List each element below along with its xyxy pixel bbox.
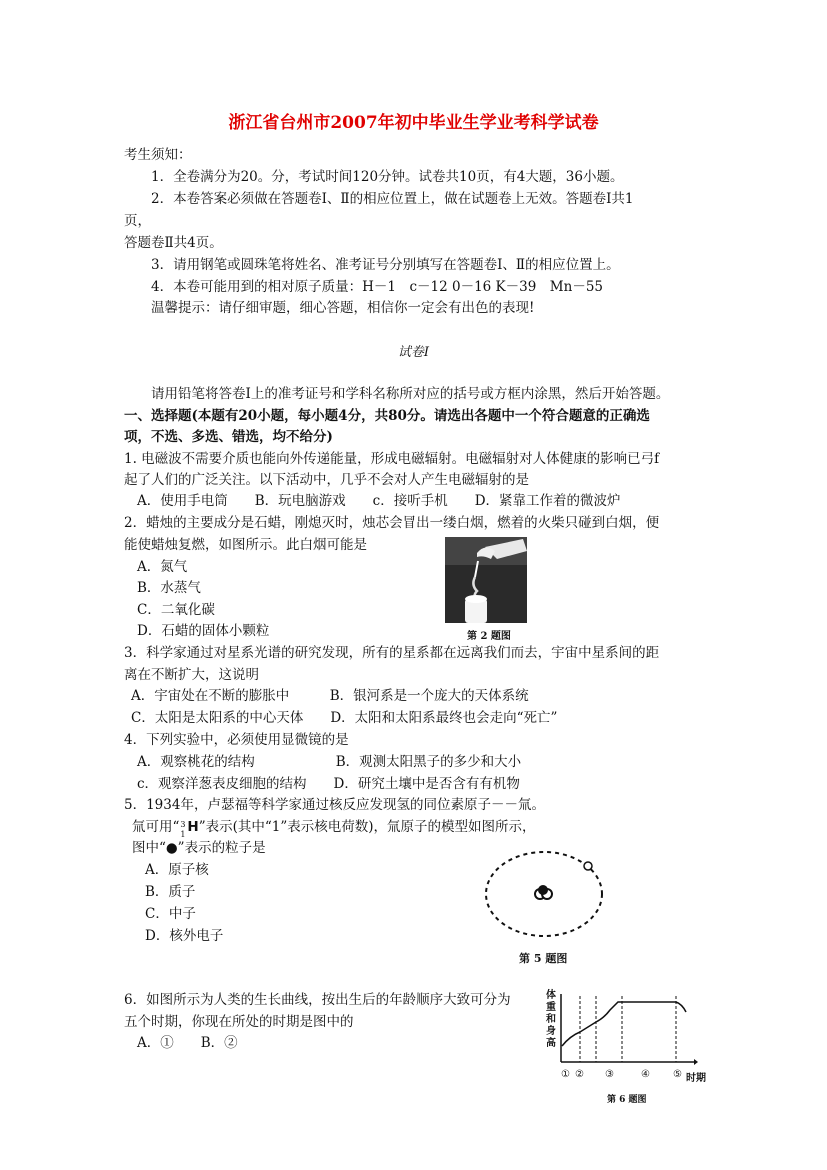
question-5-cont: 图中“●”表示的粒子是 xyxy=(132,840,266,856)
question-3: 3．科学家通过对星系光谱的研究发现，所有的星系都在远离我们而去，宇宙中星系间的距 xyxy=(124,645,660,661)
question-5-option: A．原子核 xyxy=(145,862,209,878)
mass-number: 3 xyxy=(180,820,186,829)
page-title: 浙江省台州市2007年初中毕业生学业考科学试卷 xyxy=(228,113,599,133)
question-4: 4．下列实验中，必须使用显微镜的是 xyxy=(124,732,349,748)
nuclide-indices xyxy=(179,819,187,839)
question-2-option: B．水蒸气 xyxy=(137,580,201,596)
growth-curve-figure xyxy=(558,990,698,1070)
candle-figure xyxy=(445,537,527,623)
notice-item: 1．全卷满分为20。分，考试时间120分钟。试卷共10页，有4大题，36小题。 xyxy=(151,169,624,185)
part1-heading: 一、选择题(本题有20小题，每小题4分，共80分。请选出各题中一个符合题意的正确选 xyxy=(124,408,650,424)
question-2: 2．蜡烛的主要成分是石蜡，刚熄灭时，烛芯会冒出一缕白烟，燃着的火柴只碰到白烟，便 xyxy=(124,515,660,531)
question-3-option: C．太阳是太阳系的中心天体 D．太阳和太阳系最终也会走向“死亡” xyxy=(131,710,558,726)
notice-item: 温馨提示：请仔细审题，细心答题，相信你一定会有出色的表现! xyxy=(151,300,535,316)
notice-item: 2．本卷答案必须做在答题卷Ⅰ、Ⅱ的相应位置上，做在试题卷上无效。答题卷Ⅰ共1 xyxy=(151,191,634,207)
question-1-options: A．使用手电筒 B．玩电脑游戏 c．接听手机 D．紧靠工作着的微波炉 xyxy=(137,493,621,509)
question-2-option: D．石蜡的固体小颗粒 xyxy=(137,623,270,639)
question-6-cont: 五个时期，你现在所处的时期是图中的 xyxy=(124,1014,354,1030)
question-5-option: C．中子 xyxy=(145,906,196,922)
question-2-option: A．氮气 xyxy=(137,559,188,575)
nuclide-symbol: H xyxy=(187,819,199,835)
question-5-text-a: 氚可用“ xyxy=(132,819,180,835)
notice-item: 页， xyxy=(124,213,151,229)
question-6-options: A．① B．② xyxy=(137,1035,238,1051)
part1-heading: 项，不选、多选、错选，均不给分) xyxy=(124,429,333,445)
growth-chart-ylabel: 体重和身高 xyxy=(546,990,556,1049)
question-4-option: c．观察洋葱表皮细胞的结构 D．研究土壤中是否含有有机物 xyxy=(137,776,520,792)
section-title: 试卷Ⅰ xyxy=(397,345,430,360)
period-tick: ③ xyxy=(605,1069,614,1080)
figure-6-caption: 第 6 题图 xyxy=(607,1095,647,1105)
question-2-cont: 能使蜡烛复燃，如图所示。此白烟可能是 xyxy=(124,537,367,553)
notice-item: 答题卷Ⅱ共4页。 xyxy=(124,235,223,251)
notice-item: 4．本卷可能用到的相对原子质量：H－1 c－12 0－16 K－39 Mn－55 xyxy=(151,279,603,295)
instruction: 请用铅笔将答卷Ⅰ上的准考证号和学科名称所对应的括号或方框内涂黑，然后开始答题。 xyxy=(151,386,670,402)
atomic-number: 1 xyxy=(180,830,186,839)
question-1: 1. 电磁波不需要介质也能向外传递能量，形成电磁辐射。电磁辐射对人体健康的影响已弓f xyxy=(124,451,660,467)
period-tick: ② xyxy=(575,1069,584,1080)
growth-chart-xlabel: 时期 xyxy=(686,1073,706,1084)
notice-heading: 考生须知： xyxy=(124,147,192,163)
question-3-option: A．宇宙处在不断的膨胀中 B．银河系是一个庞大的天体系统 xyxy=(131,688,529,704)
question-1-cont: 起了人们的广泛关注。以下活动中，几乎不会对人产生电磁辐射的是 xyxy=(124,472,529,488)
period-tick: ① xyxy=(561,1069,570,1080)
figure-5-caption: 第 5 题图 xyxy=(519,952,568,965)
question-3-cont: 离在不断扩大，这说明 xyxy=(124,667,259,683)
period-tick: ⑤ xyxy=(673,1069,682,1080)
question-5-option: B．质子 xyxy=(145,884,196,900)
question-5: 5．1934年，卢瑟福等科学家通过核反应发现氢的同位素原子－－氚。 xyxy=(124,797,545,813)
atom-model-figure xyxy=(484,848,606,940)
question-6: 6．如图所示为人类的生长曲线，按出生后的年龄顺序大致可分为 xyxy=(124,992,511,1008)
period-tick: ④ xyxy=(641,1069,650,1080)
question-5-cont xyxy=(132,819,536,839)
question-4-option: A．观察桃花的结构 B．观测太阳黑子的多少和大小 xyxy=(137,754,522,770)
question-5-option: D．核外电子 xyxy=(145,928,224,944)
figure-2-caption: 第 2 题图 xyxy=(467,631,511,642)
question-2-option: C．二氧化碳 xyxy=(137,602,215,618)
question-5-text-b: ”表示(其中“1”表示核电荷数)，氚原子的模型如图所示， xyxy=(198,819,536,835)
notice-item: 3．请用钢笔或圆珠笔将姓名、准考证号分别填写在答题卷Ⅰ、Ⅱ的相应位置上。 xyxy=(151,257,620,273)
